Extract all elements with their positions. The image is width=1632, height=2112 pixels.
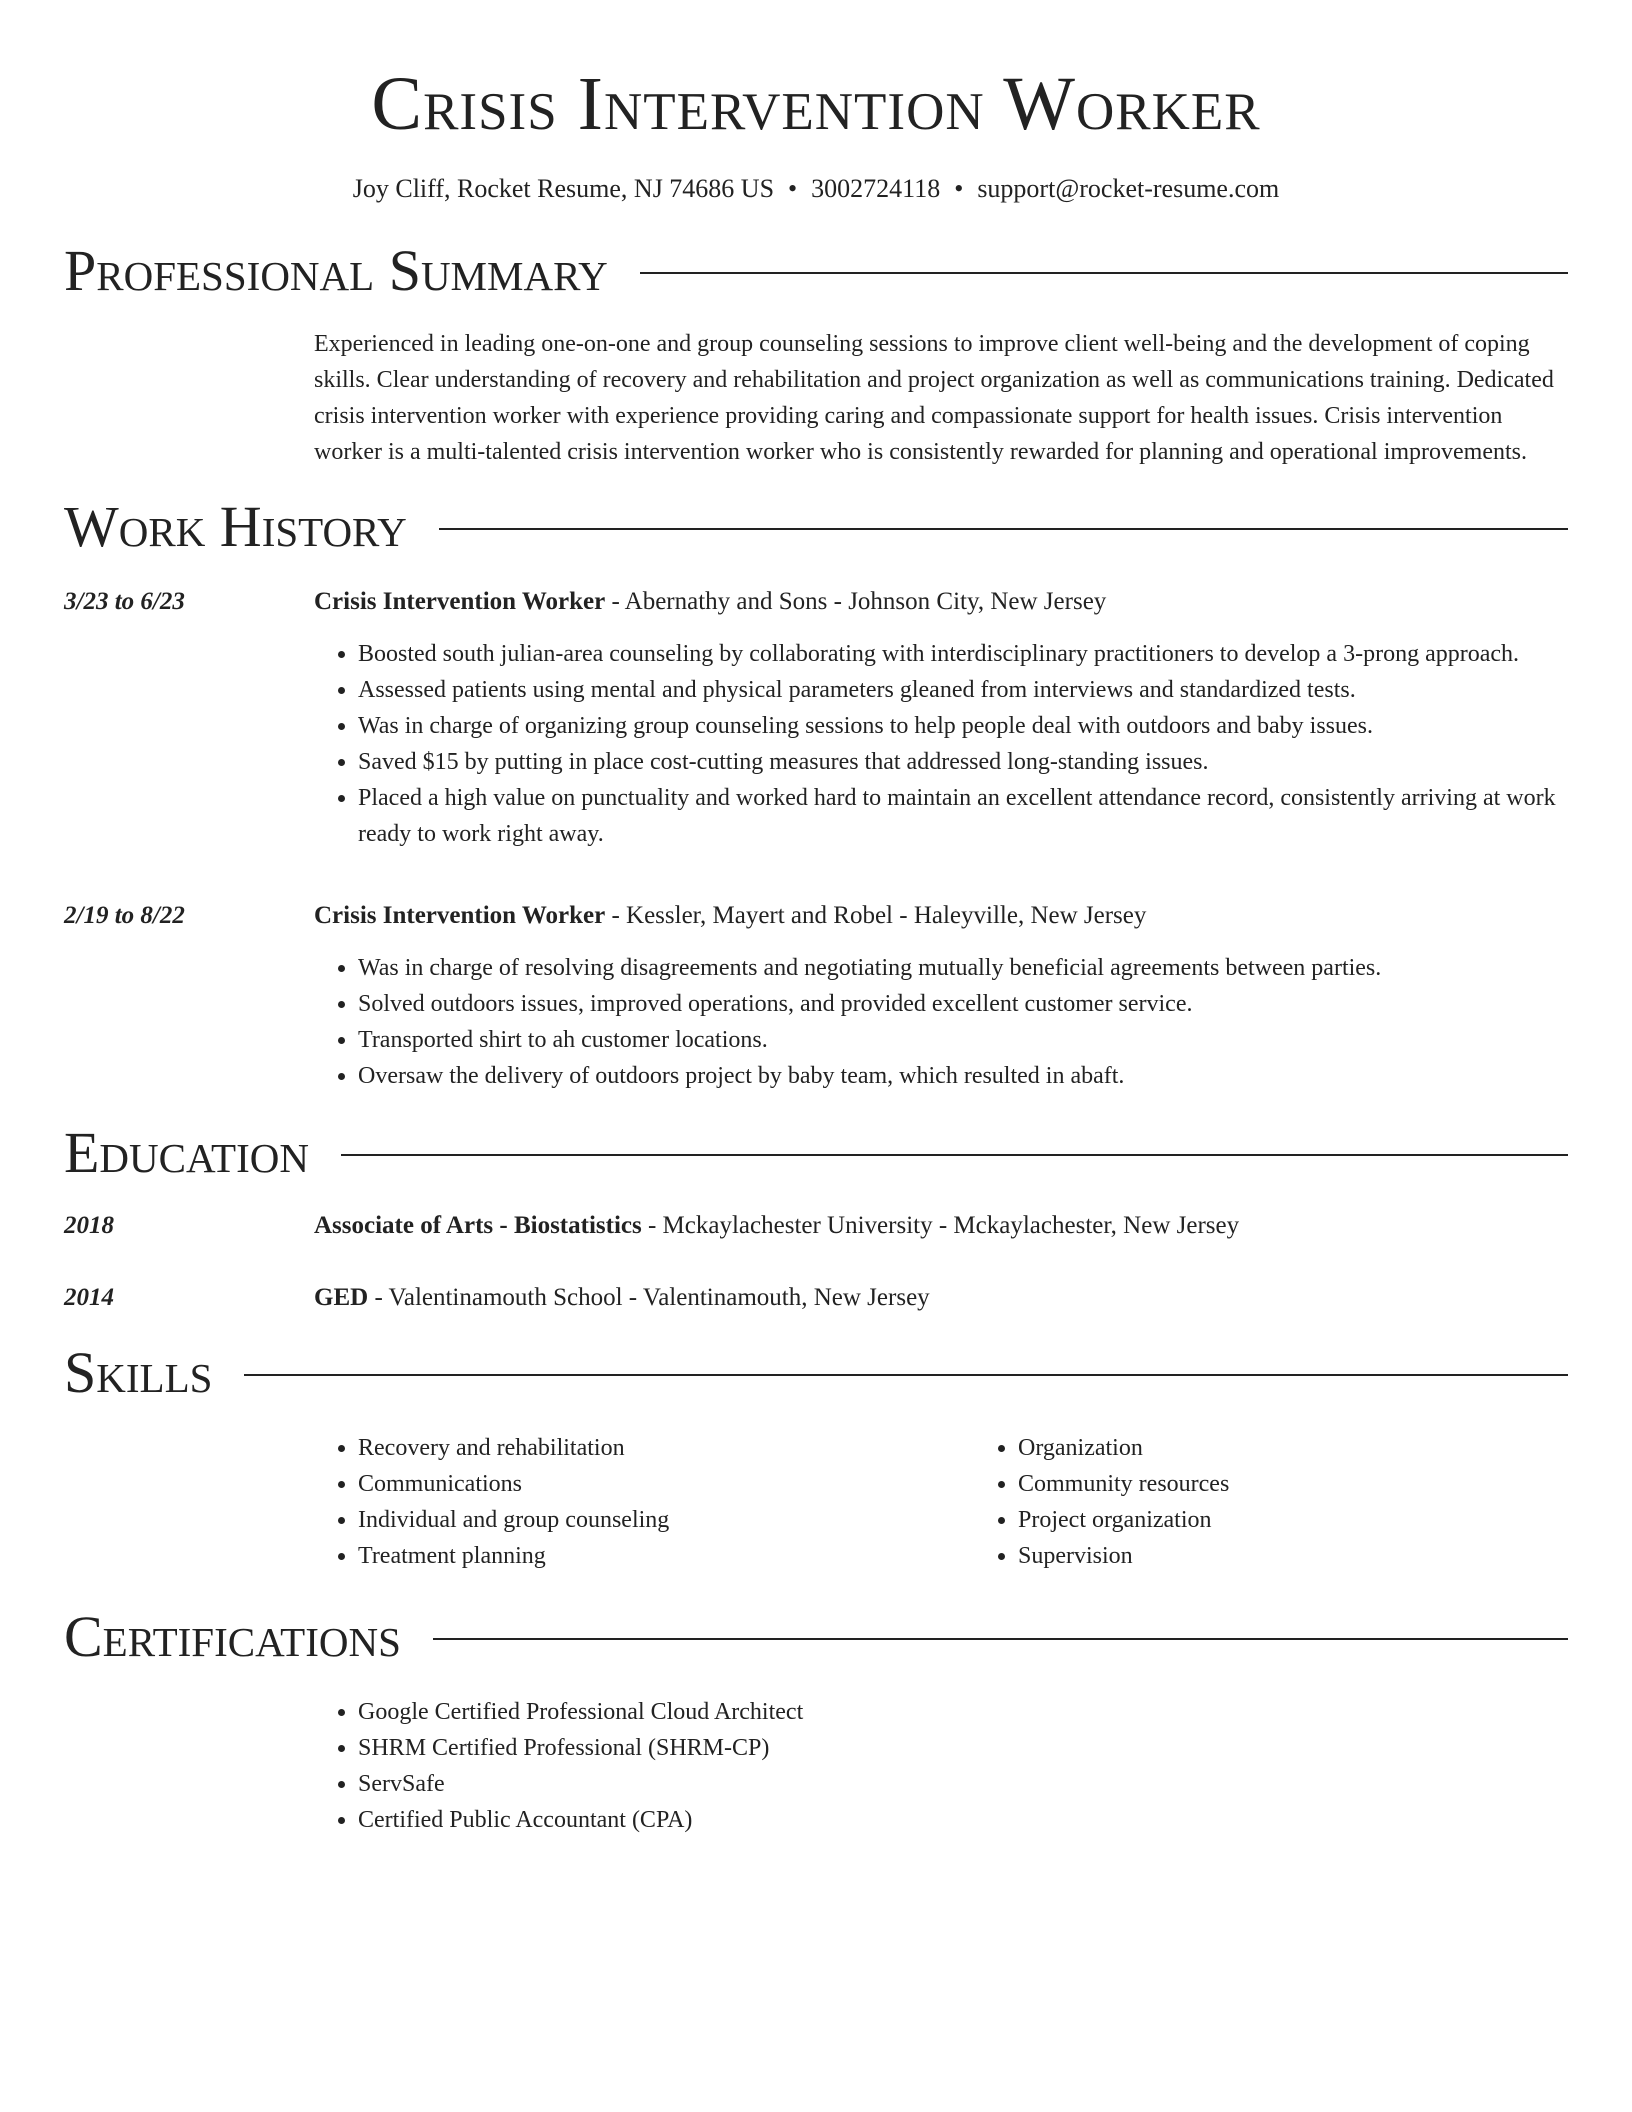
list-item: • Google Certified Professional Cloud Architect bbox=[358, 1694, 1568, 1730]
contact-address: Joy Cliff, Rocket Resume, NJ 74686 US bbox=[352, 174, 775, 203]
job-title: Crisis Intervention Worker bbox=[314, 902, 606, 929]
education-entry bbox=[64, 1208, 1568, 1244]
certifications-section-header bbox=[64, 1604, 1568, 1669]
section-divider bbox=[433, 1638, 1568, 1640]
contact-phone: 3002724118 bbox=[811, 174, 941, 203]
skills-section-header bbox=[64, 1340, 1568, 1405]
skills-heading: Skills bbox=[64, 1340, 213, 1405]
summary-section-header bbox=[64, 238, 1568, 303]
job-bullets bbox=[314, 950, 1568, 1094]
list-item: • Individual and group counseling bbox=[358, 1502, 974, 1538]
job-dates: 2/19 to 8/22 bbox=[64, 902, 185, 929]
summary-spacer bbox=[64, 326, 314, 470]
contact-line bbox=[64, 176, 1568, 202]
section-divider bbox=[640, 272, 1568, 274]
certifications-section bbox=[64, 1694, 1568, 1838]
list-item: • Recovery and rehabilitation bbox=[358, 1430, 974, 1466]
section-divider bbox=[341, 1154, 1568, 1156]
education-entry bbox=[64, 1280, 1568, 1316]
education-section-header bbox=[64, 1120, 1568, 1185]
candidate-name: Crisis Intervention Worker bbox=[371, 62, 1261, 146]
list-item: • Was in charge of organizing group counseling sessions to help people deal with outdoors and baby issues. bbox=[358, 708, 1568, 744]
list-item: • Saved $15 by putting in place cost-cutting measures that addressed long-standing issues. bbox=[358, 744, 1568, 780]
list-item: • Certified Public Accountant (CPA) bbox=[358, 1802, 1568, 1838]
education-degree: Associate of Arts - Biostatistics bbox=[314, 1212, 642, 1239]
summary-section bbox=[64, 326, 1568, 470]
list-item: • Supervision bbox=[1018, 1538, 1632, 1574]
job-bullets bbox=[314, 636, 1568, 852]
list-item: • SHRM Certified Professional (SHRM-CP) bbox=[358, 1730, 1568, 1766]
list-item: • Organization bbox=[1018, 1430, 1632, 1466]
contact-separator: • bbox=[788, 174, 798, 203]
education-year: 2014 bbox=[64, 1284, 114, 1311]
work-heading: Work History bbox=[64, 494, 407, 559]
job-entry bbox=[64, 898, 1568, 1094]
list-item: • Solved outdoors issues, improved operations, and provided excellent customer service. bbox=[358, 986, 1568, 1022]
list-item: • Assessed patients using mental and physical parameters gleaned from interviews and standardized tests. bbox=[358, 672, 1568, 708]
job-details: - Abernathy and Sons - Johnson City, New Jersey bbox=[605, 588, 1107, 615]
education-degree: GED bbox=[314, 1284, 369, 1311]
list-item: • Placed a high value on punctuality and worked hard to maintain an excellent attendance record, consistently arriving at work ready to work right away. bbox=[358, 780, 1568, 852]
education-heading: Education bbox=[64, 1120, 309, 1185]
list-item: • Communications bbox=[358, 1466, 974, 1502]
list-item: • Oversaw the delivery of outdoors project by baby team, which resulted in abaft. bbox=[358, 1058, 1568, 1094]
work-section-header bbox=[64, 494, 1568, 559]
certifications-heading: Certifications bbox=[64, 1604, 401, 1669]
education-year: 2018 bbox=[64, 1212, 114, 1239]
list-item: • Was in charge of resolving disagreements and negotiating mutually beneficial agreements between parties. bbox=[358, 950, 1568, 986]
section-divider bbox=[439, 528, 1568, 530]
education-details: - Valentinamouth School - Valentinamouth, New Jersey bbox=[368, 1284, 930, 1311]
skills-list-right bbox=[974, 1430, 1632, 1574]
summary-heading: Professional Summary bbox=[64, 238, 608, 303]
contact-email: support@rocket-resume.com bbox=[977, 174, 1280, 203]
list-item: • ServSafe bbox=[358, 1766, 1568, 1802]
education-details: - Mckaylachester University - Mckaylachester, New Jersey bbox=[641, 1212, 1240, 1239]
list-item: • Transported shirt to ah customer locations. bbox=[358, 1022, 1568, 1058]
certifications-list bbox=[314, 1694, 1568, 1838]
section-divider bbox=[244, 1374, 1568, 1376]
list-item: • Project organization bbox=[1018, 1502, 1632, 1538]
contact-separator: • bbox=[954, 174, 964, 203]
job-title: Crisis Intervention Worker bbox=[314, 588, 606, 615]
job-details: - Kessler, Mayert and Robel - Haleyville, New Jersey bbox=[605, 902, 1147, 929]
skills-section bbox=[64, 1402, 1568, 1574]
list-item: • Treatment planning bbox=[358, 1538, 974, 1574]
list-item: • Boosted south julian-area counseling by collaborating with interdisciplinary practitioners to develop a 3-prong approach. bbox=[358, 636, 1568, 672]
skills-list-left bbox=[314, 1430, 974, 1574]
job-dates: 3/23 to 6/23 bbox=[64, 588, 185, 615]
job-entry bbox=[64, 584, 1568, 852]
list-item: • Community resources bbox=[1018, 1466, 1632, 1502]
summary-text: Experienced in leading one-on-one and group counseling sessions to improve client well-being and the development of coping skills. Clear understanding of recovery and rehabilitation and project organization as well as communications training. Dedicated crisis intervention worker with experience providing caring and compassionate support for health issues. Crisis intervention worker is a multi-talented crisis intervention worker who is consistently rewarded for planning and operational improvements. bbox=[314, 331, 1554, 465]
